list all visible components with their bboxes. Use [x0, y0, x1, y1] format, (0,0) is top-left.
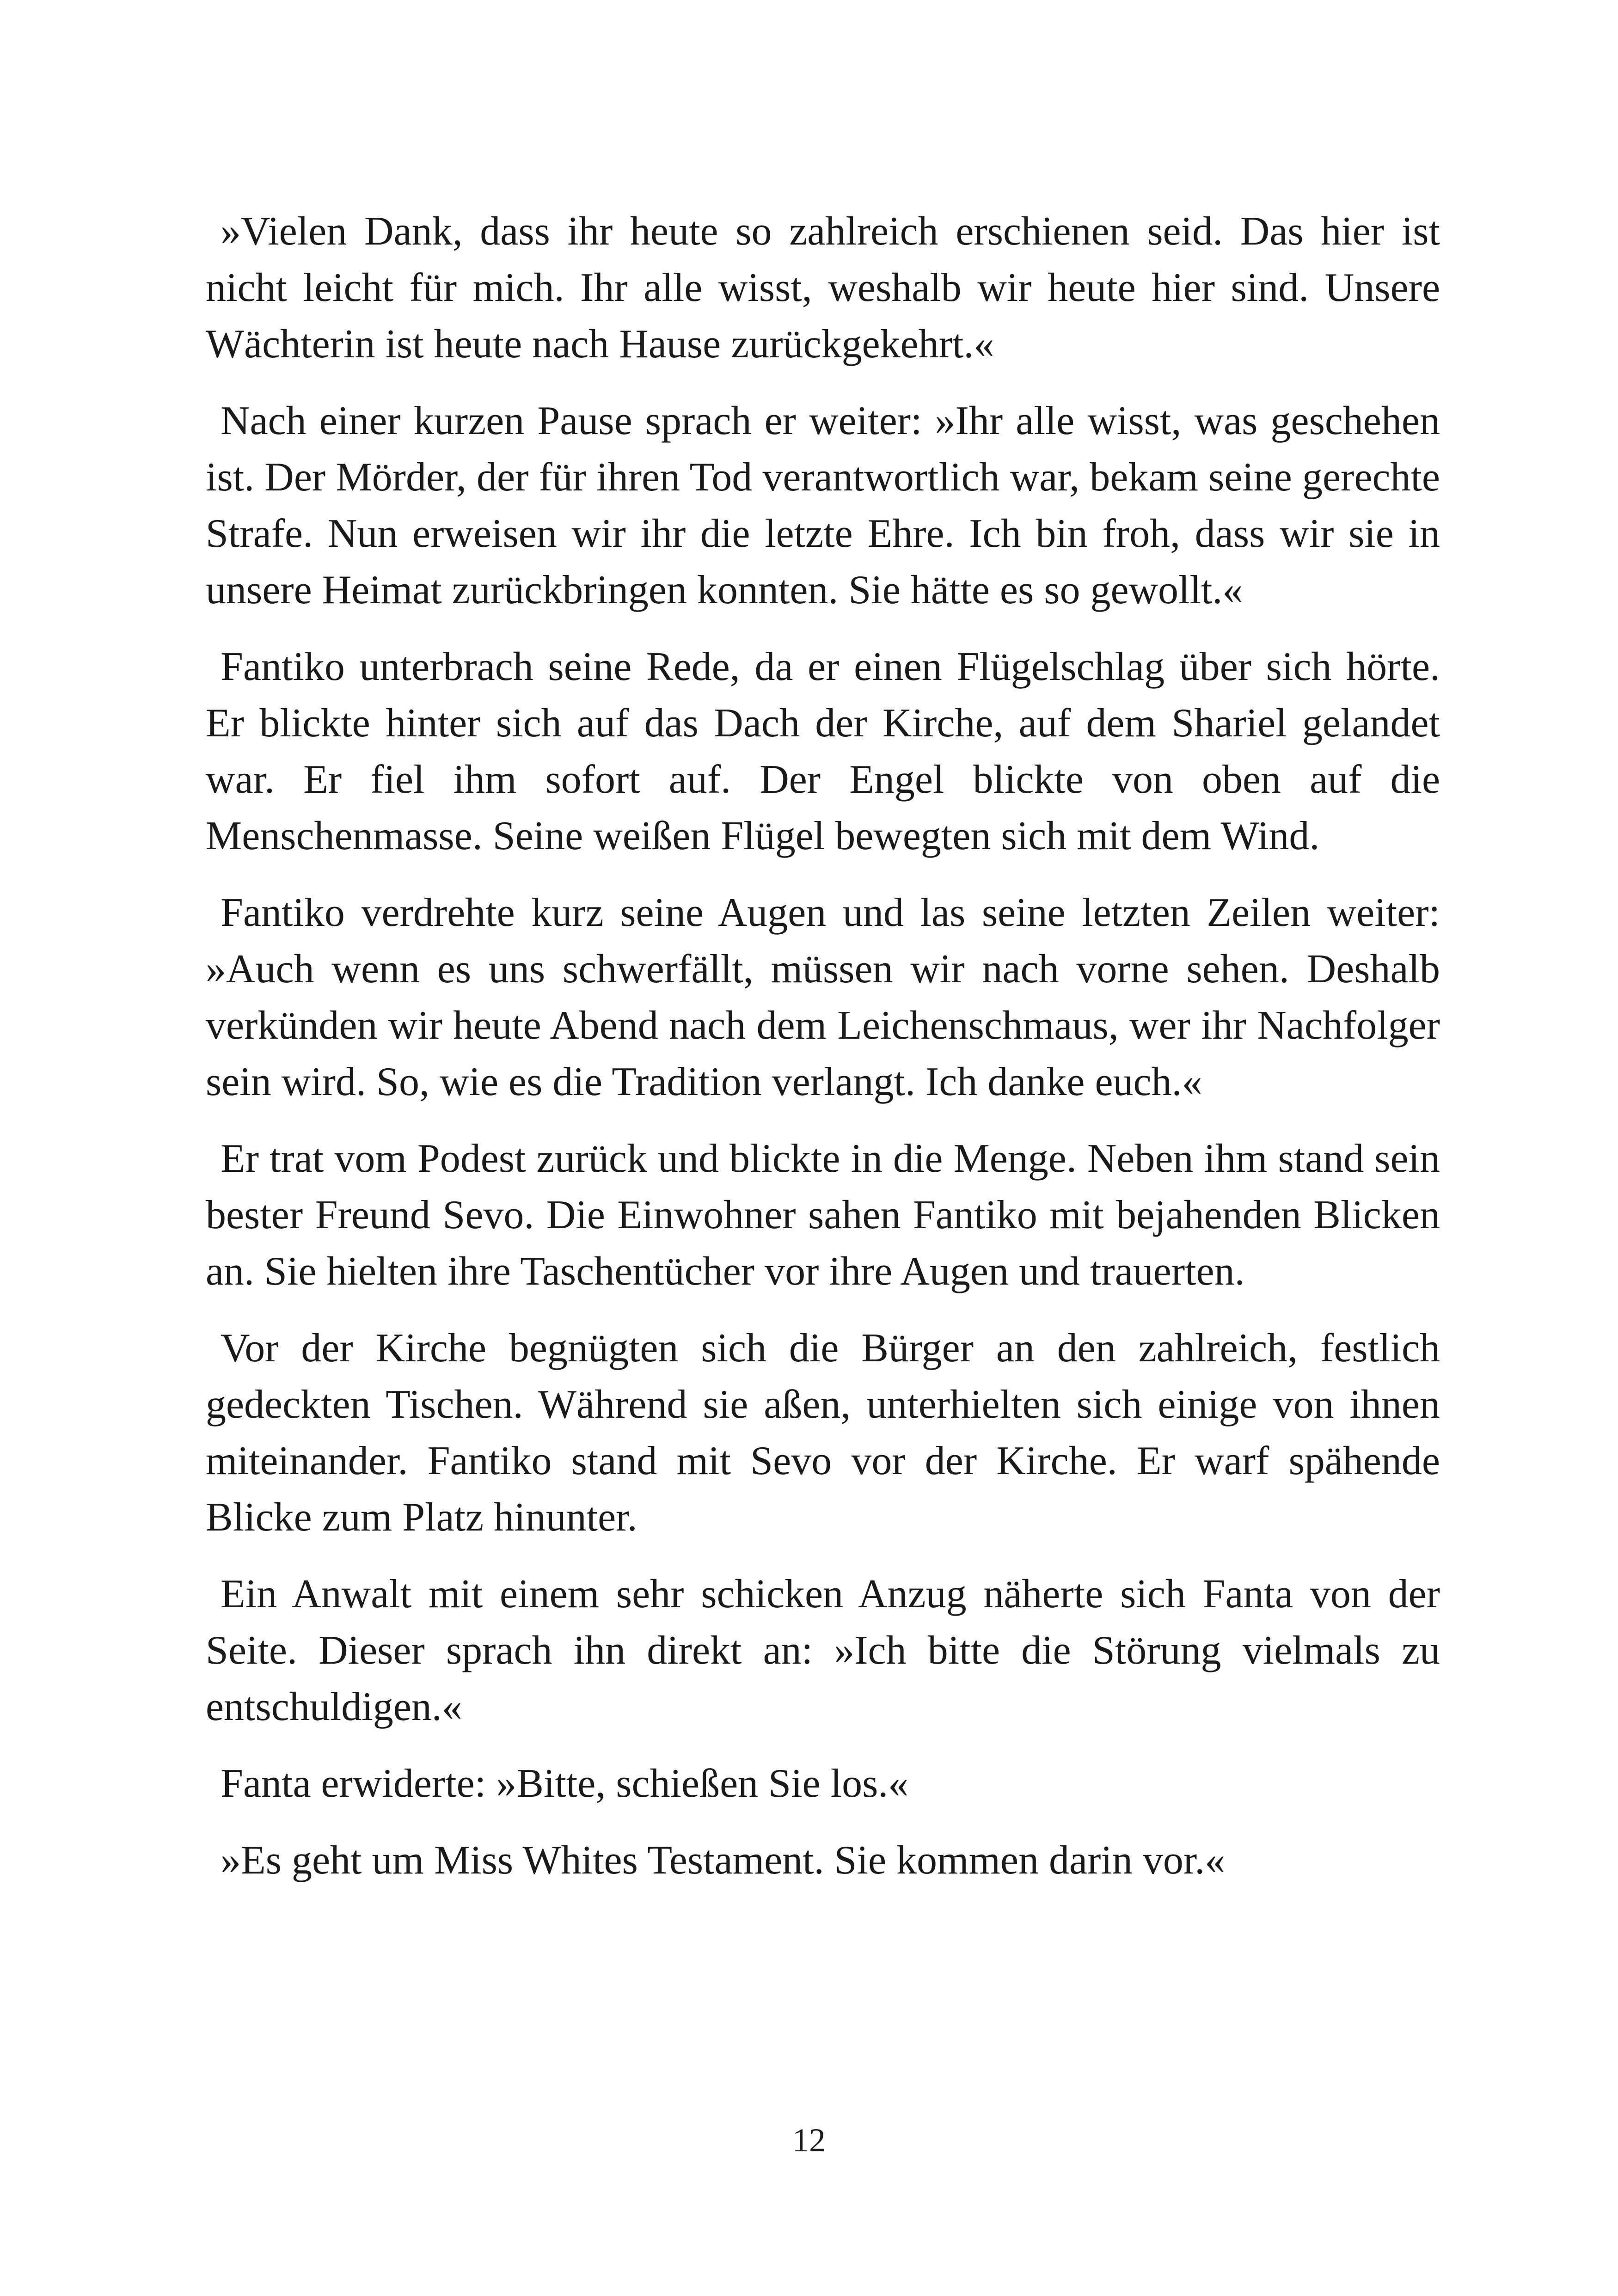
paragraph-6: Vor der Kirche begnügten sich die Bürger an den zahlreich, festlich gedeckten Tischen. Während sie aßen, unterhielten sich einige von ihnen miteinander. Fantiko stand mit Sevo vor der Kirche. Er warf spähende Blicke zum Platz hinunter.	[206, 1326, 1440, 1540]
paragraph-5: Er trat vom Podest zurück und blickte in die Menge. Neben ihm stand sein bester Freund Sevo. Die Einwohner sahen Fantiko mit bejahenden Blicken an. Sie hielten ihre Taschentücher vor ihre Augen und trauerten.	[206, 1136, 1440, 1294]
paragraph-2: Nach einer kurzen Pause sprach er weiter: »Ihr alle wisst, was geschehen ist. Der Mörder, der für ihren Tod verantwortlich war, bekam seine gerechte Strafe. Nun erweisen wir ihr die letzte Ehre. Ich bin froh, dass wir sie in unsere Heimat zurückbringen konnten. Sie hätte es so gewollt.«	[206, 398, 1440, 612]
paragraph-7: Ein Anwalt mit einem sehr schicken Anzug näherte sich Fanta von der Seite. Dieser sprach ihn direkt an: »Ich bitte die Störung vielmals zu entschuldigen.«	[206, 1572, 1440, 1729]
paragraph-8: Fanta erwiderte: »Bitte, schießen Sie los.«	[221, 1761, 909, 1806]
paragraph-3: Fantiko unterbrach seine Rede, da er einen Flügelschlag über sich hörte. Er blickte hinter sich auf das Dach der Kirche, auf dem Shariel gelandet war. Er fiel ihm sofort auf. Der Engel blickte von oben auf die Menschenmasse. Seine weißen Flügel bewegten sich mit dem Wind.	[206, 644, 1440, 858]
paragraph-1: »Vielen Dank, dass ihr heute so zahlreich erschienen seid. Das hier ist nicht leicht für mich. Ihr alle wisst, weshalb wir heute hier sind. Unsere Wächterin ist heute nach Hause zurückgekehrt.«	[206, 209, 1440, 367]
paragraph-4: Fantiko verdrehte kurz seine Augen und las seine letzten Zeilen weiter: »Auch wenn es uns schwerfällt, müssen wir nach vorne sehen. Deshalb verkünden wir heute Abend nach dem Leichenschmaus, wer ihr Nachfolger sein wird. So, wie es die Tradition verlangt. Ich danke euch.«	[206, 890, 1440, 1104]
body-text	[206, 203, 1440, 1909]
page-number: 12	[792, 2122, 826, 2159]
paragraph-9: »Es geht um Miss Whites Testament. Sie kommen darin vor.«	[221, 1838, 1226, 1883]
